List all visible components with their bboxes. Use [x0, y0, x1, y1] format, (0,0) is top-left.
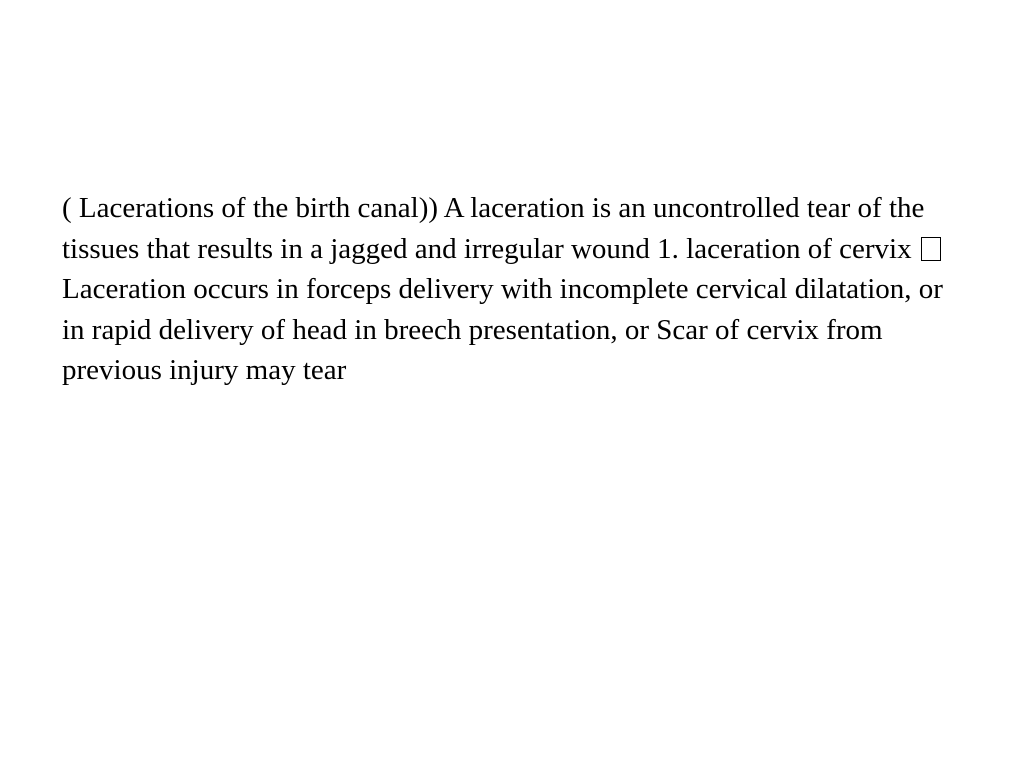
slide-body-text — [62, 188, 962, 391]
body-text-part-2: Laceration occurs in forceps delivery with incomplete cervical dilatation, or in rapid delivery of head in breech presentation, or Scar of cervix from previous injury may tear — [62, 273, 943, 386]
missing-glyph-box-icon — [921, 237, 941, 261]
body-text-part-1: ( Lacerations of the birth canal)) A laceration is an uncontrolled tear of the tissues that results in a jagged and irregular wound 1. laceration of cervix — [62, 192, 925, 265]
